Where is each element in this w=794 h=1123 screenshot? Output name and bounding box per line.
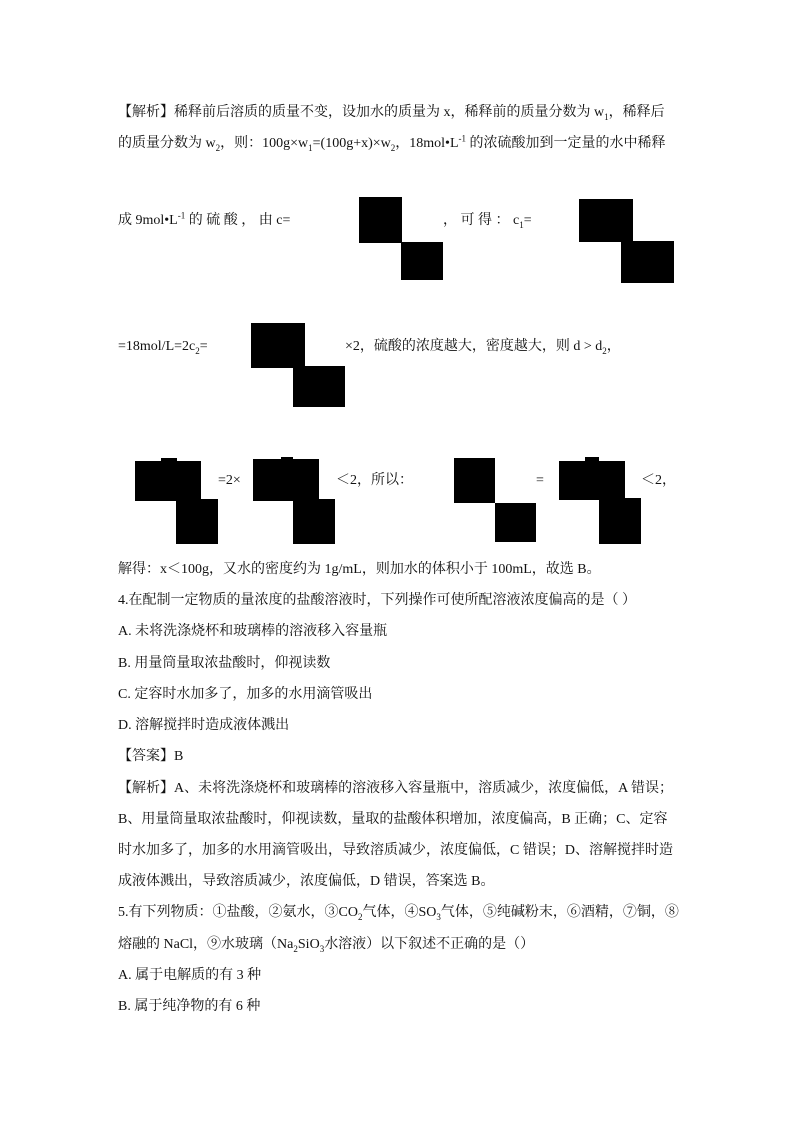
q4-analysis-1: 【解析】A、未将洗涤烧杯和玻璃棒的溶液移入容量瓶中，溶质减少，浓度偏低，A 错误；: [118, 781, 673, 796]
text: 气体，④SO: [362, 905, 437, 920]
text: =: [536, 473, 544, 488]
text: 水溶液）以下叙述不正确的是（）: [324, 937, 535, 952]
q4-option-b: B. 用量筒量取浓盐酸时，仰视读数: [118, 656, 331, 671]
formula-image-4top: [161, 458, 177, 463]
text: 5.有下列物质：①盐酸，②氨水，③CO: [118, 905, 358, 920]
q4-stem: 4.在配制一定物质的量浓度的盐酸溶液时，下列操作可使所配溶液浓度偏高的是（ ）: [118, 593, 636, 608]
q4-analysis-3: 时水加多了，加多的水用滴管吸出，导致溶质减少，浓度偏低，C 错误；D、溶解搅拌时造: [118, 843, 673, 858]
analysis-line-5c: [536, 471, 544, 491]
formula-image-2a: [579, 199, 633, 242]
subscript: 3: [436, 911, 441, 922]
q5-stem-1: [118, 903, 679, 923]
formula-image-6b: [495, 503, 536, 542]
analysis-line-4c: [345, 337, 621, 357]
subscript: 2: [215, 142, 221, 153]
q4-analysis-4: 成液体溅出，导致溶质减少，浓度偏低，D 错误，答案选 B。: [118, 874, 495, 889]
formula-image-6a: [454, 458, 495, 503]
text: =(100g+x)×w: [312, 136, 391, 151]
superscript: -1: [177, 210, 186, 221]
formula-image-7a: [559, 461, 625, 500]
formula-image-5b: [293, 499, 335, 544]
subscript: 1: [604, 111, 609, 122]
formula-image-5a: [253, 459, 319, 501]
formula-image-1a: [359, 197, 402, 243]
formula-image-7b: [599, 498, 641, 544]
text: =18mol/L=2c: [118, 339, 196, 354]
subscript: 2: [357, 911, 363, 922]
text: =: [523, 213, 532, 228]
subscript: 1: [519, 219, 524, 230]
q4-option-a: A. 未将洗涤烧杯和玻璃棒的溶液移入容量瓶: [118, 624, 388, 639]
formula-image-5top: [281, 457, 293, 461]
text: ×2，硫酸的浓度越大，密度越大，则 d > d: [345, 339, 603, 354]
formula-image-4b: [176, 499, 218, 544]
text: ，则：100g×w: [220, 136, 309, 151]
subscript: 3: [319, 943, 325, 954]
analysis-line-5a: [218, 471, 241, 491]
formula-image-4a: [135, 461, 201, 501]
text: =2×: [218, 473, 241, 488]
text: 气体，⑤纯碱粉末，⑥酒精，⑦铜，⑧: [440, 905, 679, 920]
subscript: 2: [293, 943, 298, 954]
text: 成 9mol•L: [118, 213, 178, 228]
text: ，18mol•L: [395, 136, 459, 151]
text: 解得：x＜100g，又水的密度约为 1g/mL，则加水的体积小于 100mL，故选 B。: [118, 562, 601, 577]
subscript: 2: [390, 142, 396, 153]
q4-option-d: D. 溶解搅拌时造成液体溅出: [118, 718, 290, 733]
analysis-line-4a: [118, 337, 208, 357]
analysis-line-3c: [443, 211, 532, 231]
text: ＜2，所以：: [336, 473, 413, 488]
formula-image-7top: [585, 457, 599, 462]
analysis-line-3a: [118, 211, 290, 231]
text: =: [199, 339, 208, 354]
text: ， 可 得 ： c: [443, 213, 520, 228]
text: 【解析】稀释前后溶质的质量不变，设加水的质量为 x，稀释前的质量分数为 w: [118, 105, 605, 120]
text: 熔融的 NaCl，⑨水玻璃（Na: [118, 937, 294, 952]
text: ，稀释后: [608, 105, 665, 120]
analysis-line-1: [118, 103, 665, 123]
subscript: 2: [602, 345, 607, 356]
formula-image-2b: [621, 241, 674, 283]
text: 的质量分数为 w: [118, 136, 216, 151]
analysis-line-5b: [336, 471, 413, 491]
formula-image-3a: [251, 323, 305, 368]
text: 的 硫 酸 ， 由 c=: [185, 213, 291, 228]
text: 的浓硫酸加到一定量的水中稀释: [466, 136, 666, 151]
q4-option-c: C. 定容时水加多了，加多的水用滴管吸出: [118, 687, 373, 702]
text: ，: [606, 339, 621, 354]
formula-image-1b: [401, 242, 443, 280]
subscript: 2: [195, 345, 200, 356]
analysis-line-6: [118, 560, 601, 580]
formula-image-3b: [293, 366, 345, 407]
q5-option-b: B. 属于纯净物的有 6 种: [118, 999, 261, 1014]
q5-option-a: A. 属于电解质的有 3 种: [118, 968, 262, 983]
q4-answer: 【答案】B: [118, 749, 184, 764]
analysis-line-5d: [641, 471, 676, 491]
text: SiO: [297, 937, 320, 952]
q4-analysis-2: B、用量筒量取浓盐酸时，仰视读数，量取的盐酸体积增加，浓度偏高，B 正确；C、定容: [118, 812, 668, 827]
superscript: -1: [458, 133, 466, 144]
subscript: 1: [308, 142, 313, 153]
q5-stem-2: [118, 935, 534, 955]
analysis-line-2: [118, 134, 666, 154]
text: ＜2，: [641, 473, 676, 488]
